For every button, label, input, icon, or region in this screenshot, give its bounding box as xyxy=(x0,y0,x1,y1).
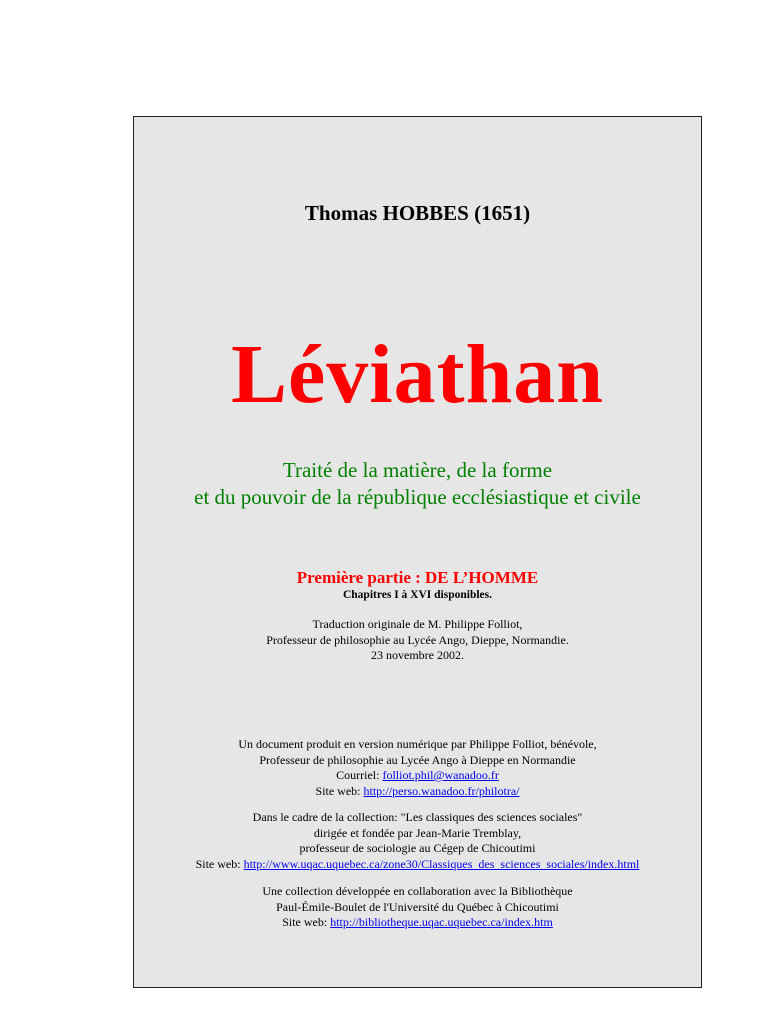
collection-line-1: Dans le cadre de la collection: "Les classiques des sciences sociales" xyxy=(252,810,583,824)
library-line-2: Paul-Émile-Boulet de l'Université du Québec à Chicoutimi xyxy=(276,899,559,914)
digital-version-block xyxy=(134,737,701,799)
digital-line-1: Un document produit en version numérique par Philippe Folliot, bénévole, xyxy=(238,737,597,751)
library-site-label: Site web: xyxy=(282,915,331,929)
collection-line-2: dirigée et fondée par Jean-Marie Tremblay, xyxy=(313,825,522,840)
library-block xyxy=(134,884,701,931)
subtitle-line-1: Traité de la matière, de la forme xyxy=(282,458,553,482)
title-page-frame xyxy=(133,116,702,988)
collection-site-label: Site web: xyxy=(195,856,244,871)
collection-site-line xyxy=(134,857,701,873)
subtitle-line-2: et du pouvoir de la république ecclésiastique et civile xyxy=(194,485,641,509)
digital-site-label: Site web: xyxy=(315,783,364,798)
digital-site-link[interactable]: http://perso.wanadoo.fr/philotra/ xyxy=(363,783,520,798)
translation-line-1: Traduction originale de M. Philippe Folliot, xyxy=(312,617,523,631)
courriel-link[interactable]: folliot.phil@wanadoo.fr xyxy=(382,768,499,782)
collection-block xyxy=(134,810,701,872)
courriel-line xyxy=(134,768,701,784)
digital-line-2: Professeur de philosophie au Lycée Ango à Dieppe en Normandie xyxy=(259,752,576,767)
translation-line-2: Professeur de philosophie au Lycée Ango, Dieppe, Normandie. xyxy=(266,632,569,647)
digital-site-line xyxy=(134,784,701,800)
book-title: Léviathan xyxy=(230,328,605,421)
library-site-line xyxy=(134,915,701,931)
chapters-note: Chapitres I à XVI disponibles. xyxy=(342,589,492,601)
library-site-link[interactable]: http://bibliotheque.uqac.uquebec.ca/index.htm xyxy=(330,915,553,929)
collection-line-3: professeur de sociologie au Cégep de Chicoutimi xyxy=(299,841,536,855)
book-subtitle xyxy=(134,457,701,511)
author-line: Thomas HOBBES (1651) xyxy=(304,201,531,225)
translation-date: 23 novembre 2002. xyxy=(371,648,464,662)
part-title: Première partie : DE L’HOMME xyxy=(296,568,539,587)
collection-site-link[interactable]: http://www.uqac.uquebec.ca/zone30/Classiques_des_sciences_sociales/index.html xyxy=(243,856,640,871)
courriel-label: Courriel: xyxy=(336,768,383,782)
translation-block xyxy=(134,617,701,664)
library-line-1: Une collection développée en collaboration avec la Bibliothèque xyxy=(262,884,573,898)
